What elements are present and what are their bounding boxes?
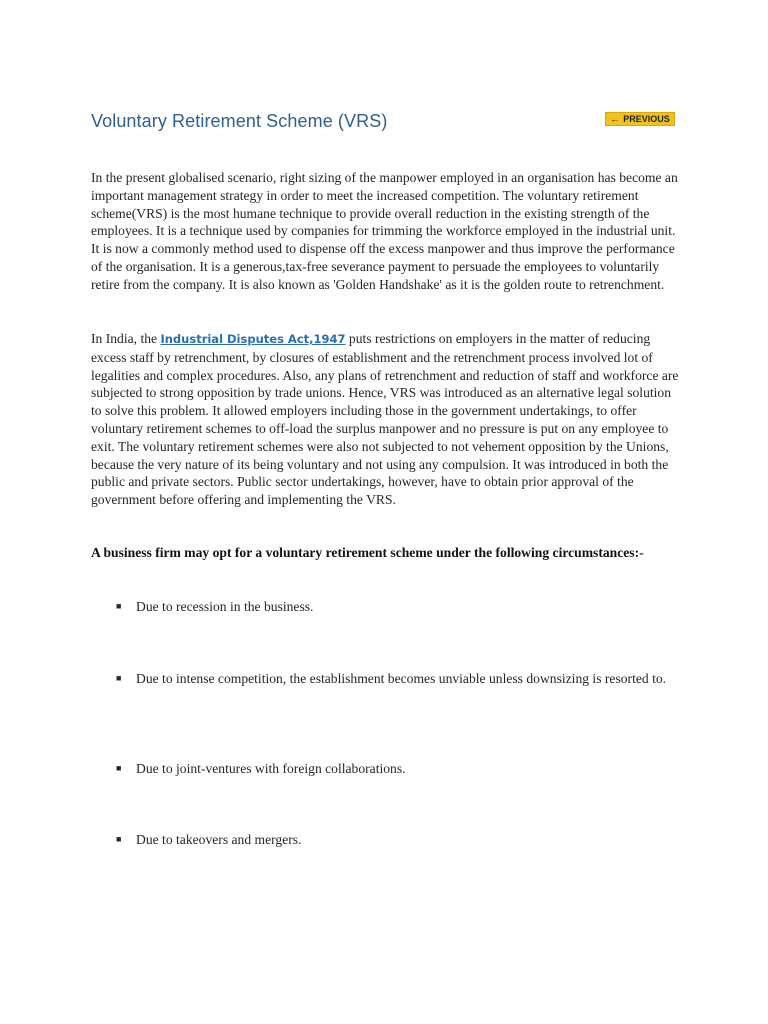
list-item <box>116 670 676 688</box>
india-paragraph-body: puts restrictions on employers in the matter of reducing excess staff by retrenchment, by closures of establishment and the retrenchment process involved lot of legalities and complex procedures. Also, any plans of retrenchment and reduction of staff and workforce are subjected to strong opposition by trade unions. Hence, VRS was introduced as an alternative legal solution to solve this problem. It allowed employers including those in the government undertakings, to offer voluntary retirement schemes to off-load the surplus manpower and no pressure is put on any employee to exit. The voluntary retirement schemes were also not subjected to not vehement opposition by the Unions, because the very nature of its being voluntary and not using any compulsion. It was introduced in both the public and private sectors. Public sector undertakings, however, have to obtain prior approval of the government before offering and implementing the VRS. <box>91 331 679 508</box>
intro-paragraph: In the present globalised scenario, right sizing of the manpower employed in an organisation has become an important management strategy in order to meet the increased competition. The voluntary retirement scheme(VRS) is the most humane technique to provide overall reduction in the existing strength of the employees. It is a technique used by companies for trimming the workforce employed in the industrial unit. It is now a commonly method used to dispense off the excess manpower and thus improve the performance of the organisation. It is a generous,tax-free severance payment to persuade the employees to voluntarily retire from the company. It is also known as 'Golden Handshake' as it is the golden route to retrenchment. <box>91 170 678 292</box>
industrial-disputes-act-link[interactable]: Industrial Disputes Act,1947 <box>160 332 346 346</box>
bullet-square-icon: ■ <box>116 763 122 773</box>
circumstances-heading: A business firm may opt for a voluntary retirement scheme under the following circumstances:- <box>91 545 644 560</box>
previous-button-label: PREVIOUS <box>623 114 670 124</box>
list-item <box>116 760 676 778</box>
bullet-square-icon: ■ <box>116 601 122 611</box>
list-item <box>116 598 676 616</box>
page-title: Voluntary Retirement Scheme (VRS) <box>91 111 388 131</box>
list-item-text: Due to takeovers and mergers. <box>136 832 302 847</box>
arrow-left-icon: ← <box>610 113 620 124</box>
list-item <box>116 831 676 849</box>
bullet-square-icon: ■ <box>116 673 122 683</box>
list-item-text: Due to recession in the business. <box>136 599 314 614</box>
list-item-text: Due to joint-ventures with foreign collaborations. <box>136 761 406 776</box>
india-paragraph <box>91 330 681 509</box>
bullet-square-icon: ■ <box>116 834 122 844</box>
list-item-text: Due to intense competition, the establishment becomes unviable unless downsizing is resorted to. <box>136 671 667 686</box>
india-paragraph-lead: In India, the <box>91 331 161 346</box>
previous-button[interactable] <box>605 112 675 126</box>
